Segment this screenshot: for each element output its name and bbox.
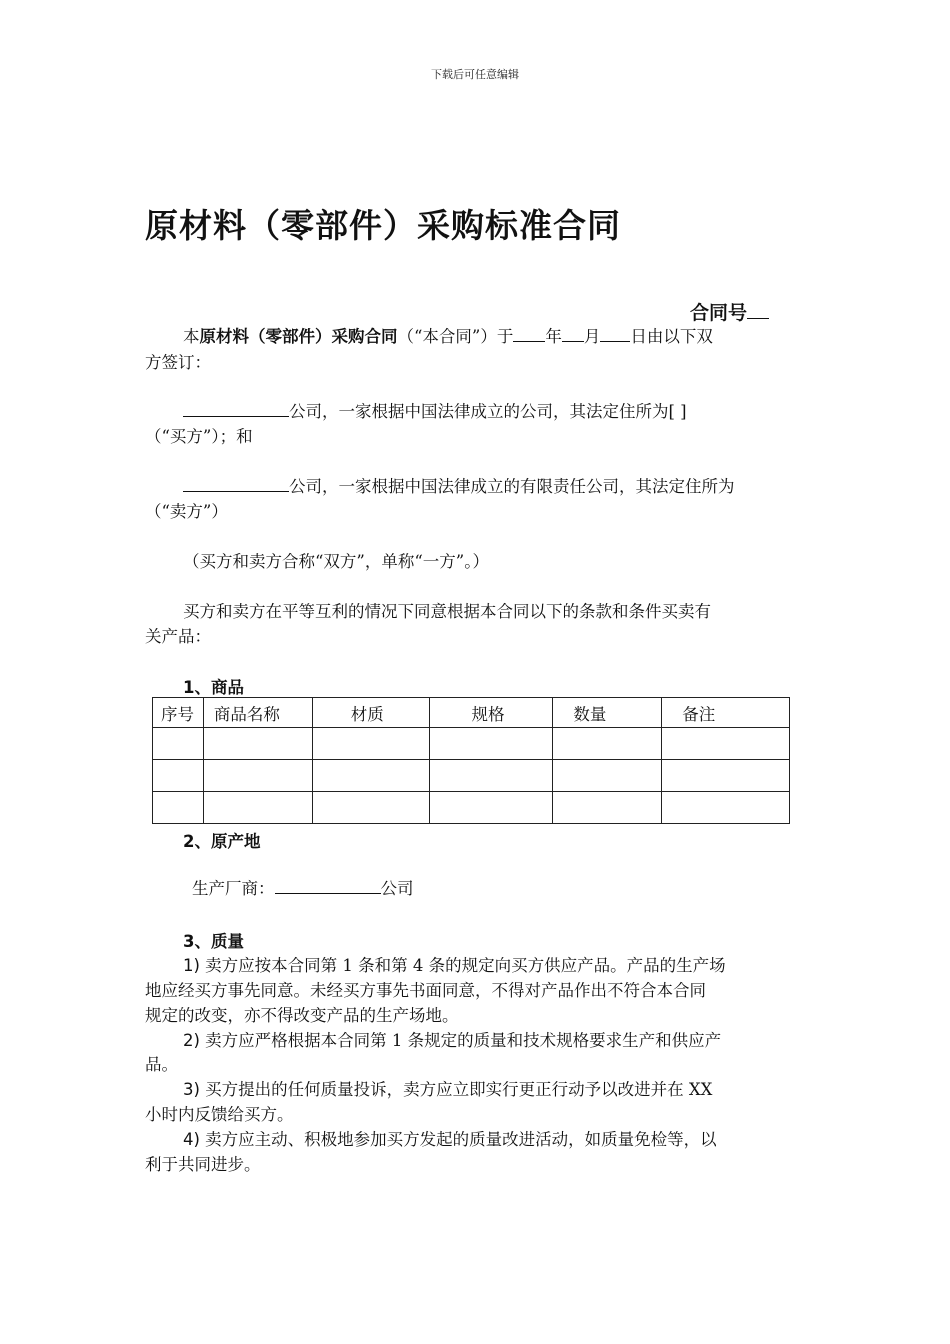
quality-item-1-line-3: 规定的改变，亦不得改变产品的生产场地。	[145, 1006, 459, 1025]
table-cell	[203, 792, 312, 824]
table-row	[153, 760, 790, 792]
table-header-cell: 商品名称	[203, 698, 312, 728]
table-header-cell: 数量	[553, 698, 662, 728]
day-blank	[600, 327, 630, 342]
table-cell	[429, 728, 553, 760]
seller-text: 公司，一家根据中国法律成立的有限责任公司，其法定住所为	[289, 477, 735, 496]
header-note: 下载后可任意编辑	[431, 68, 519, 81]
month-label: 月	[583, 327, 601, 346]
table-cell	[203, 728, 312, 760]
table-cell	[312, 792, 429, 824]
year-label: 年	[545, 327, 562, 346]
table-cell	[553, 760, 662, 792]
intro-prefix: 本	[183, 327, 200, 346]
intro-line-1	[183, 324, 713, 349]
intro-mid: （“本合同”）于	[397, 327, 514, 346]
buyer-line-2: （“买方”）；和	[145, 427, 253, 446]
table-cell	[203, 760, 312, 792]
quality-item-text: 买方提出的任何质量投诉，卖方应立即实行更正行动予以改进并在 XX	[199, 1080, 713, 1099]
contract-number-label: 合同号	[690, 302, 748, 324]
buyer-name-blank	[183, 402, 289, 417]
quality-item-4-line-1	[183, 1127, 717, 1152]
contract-number-blank	[747, 304, 769, 319]
quality-item-3-line-1	[183, 1077, 712, 1102]
quality-item-number: 1)	[183, 956, 200, 975]
month-blank	[562, 327, 584, 342]
section-1-title: 1、商品	[183, 678, 244, 697]
quality-item-1-line-1	[183, 953, 726, 978]
quality-item-2-line-2: 品。	[145, 1055, 178, 1074]
table-header-cell: 序号	[153, 698, 204, 728]
table-cell	[429, 760, 553, 792]
table-row	[153, 728, 790, 760]
table-cell	[429, 792, 553, 824]
table-cell	[553, 728, 662, 760]
table-cell	[312, 728, 429, 760]
table-header-cell: 备注	[662, 698, 790, 728]
parties-note: （买方和卖方合称“双方”，单称“一方”。）	[183, 552, 489, 571]
table-cell	[153, 728, 204, 760]
contract-number	[690, 298, 769, 325]
quality-item-number: 4)	[183, 1130, 200, 1149]
seller-line-2: （“卖方”）	[145, 502, 228, 521]
table-header-cell: 规格	[429, 698, 553, 728]
buyer-text: 公司，一家根据中国法律成立的公司，其法定住所为[ ]	[289, 402, 687, 421]
quality-item-4-line-2: 利于共同进步。	[145, 1155, 261, 1174]
seller-name-blank	[183, 477, 289, 492]
table-cell	[153, 760, 204, 792]
intro-line-2: 方签订：	[145, 353, 211, 372]
agreement-line-2: 关产品：	[145, 627, 211, 646]
table-cell	[153, 792, 204, 824]
table-cell	[553, 792, 662, 824]
quality-item-number: 3)	[183, 1080, 200, 1099]
manufacturer-label: 生产厂商：	[192, 879, 275, 898]
goods-table	[152, 697, 790, 824]
quality-item-3-line-2: 小时内反馈给买方。	[145, 1105, 294, 1124]
quality-item-1-line-2: 地应经买方事先同意。未经买方事先书面同意，不得对产品作出不符合本合同	[145, 981, 706, 1000]
table-cell	[662, 792, 790, 824]
table-header-row	[153, 698, 790, 728]
document-title: 原材料（零部件）采购标准合同	[145, 206, 621, 245]
table-header-cell: 材质	[312, 698, 429, 728]
quality-item-number: 2)	[183, 1031, 200, 1050]
section-3-title: 3、质量	[183, 932, 244, 951]
quality-item-text: 卖方应按本合同第 1 条和第 4 条的规定向买方供应产品。产品的生产场	[199, 956, 726, 975]
quality-item-2-line-1	[183, 1028, 721, 1053]
table-cell	[662, 728, 790, 760]
table-row	[153, 792, 790, 824]
manufacturer-line	[192, 876, 414, 901]
section-2-title: 2、原产地	[183, 832, 261, 851]
intro-day-suffix: 日由以下双	[630, 327, 713, 346]
table-cell	[312, 760, 429, 792]
agreement-line-1: 买方和卖方在平等互利的情况下同意根据本合同以下的条款和条件买卖有	[183, 602, 711, 621]
seller-line-1	[183, 474, 735, 499]
intro-contract-name: 原材料（零部件）采购合同	[199, 327, 398, 346]
quality-item-text: 卖方应严格根据本合同第 1 条规定的质量和技术规格要求生产和供应产	[199, 1031, 722, 1050]
buyer-line-1	[183, 399, 687, 424]
manufacturer-blank	[275, 879, 381, 894]
manufacturer-suffix: 公司	[380, 879, 414, 898]
table-cell	[662, 760, 790, 792]
quality-item-text: 卖方应主动、积极地参加买方发起的质量改进活动，如质量免检等，以	[199, 1130, 717, 1149]
year-blank	[513, 327, 545, 342]
